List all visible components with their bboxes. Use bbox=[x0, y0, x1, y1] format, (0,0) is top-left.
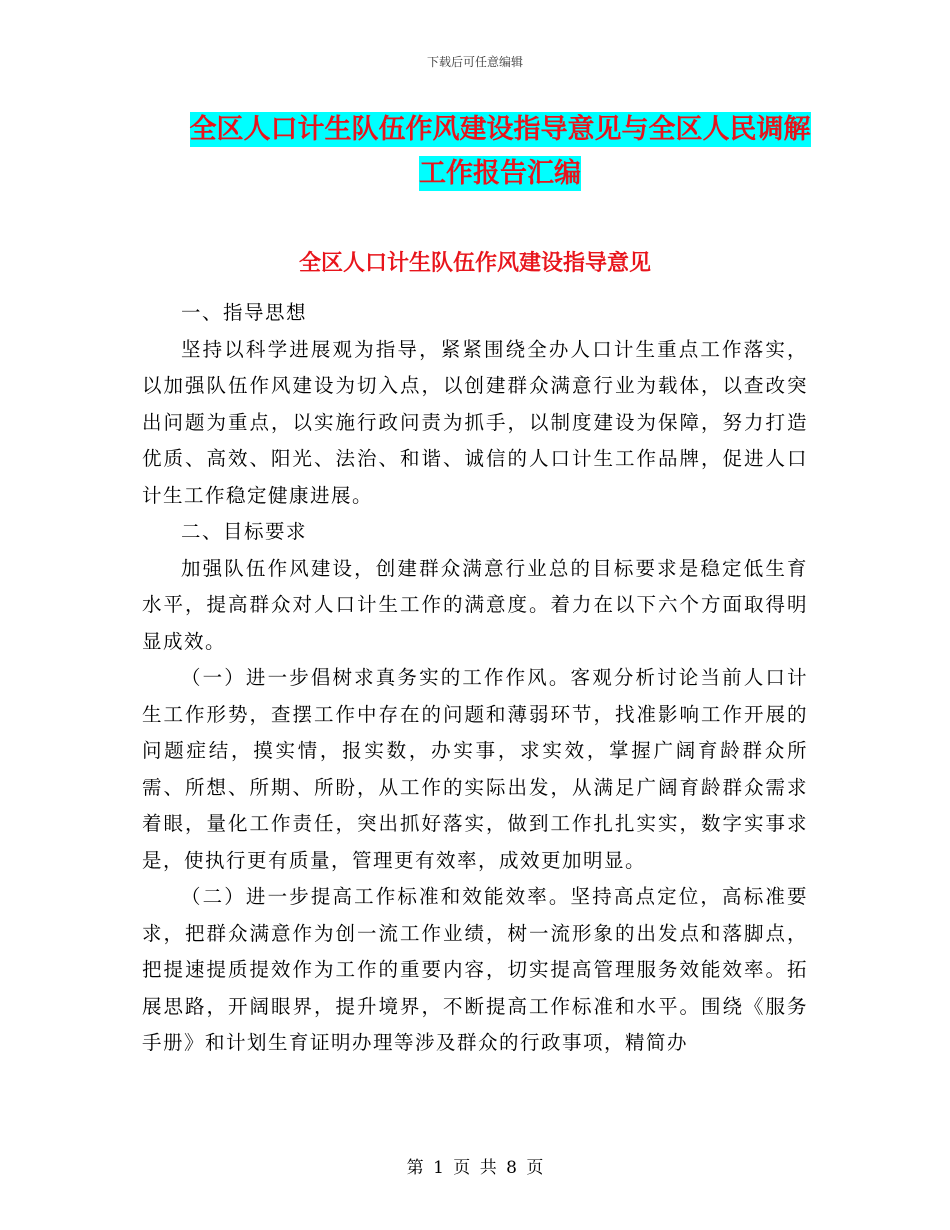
document-body bbox=[142, 295, 808, 1062]
page-footer: 第 1 页 共 8 页 bbox=[406, 1158, 544, 1178]
paragraph: 坚持以科学进展观为指导，紧紧围绕全办人口计生重点工作落实，以加强队伍作风建设为切入点，以创建群众满意行业为载体，以查改突出问题为重点，以实施行政问责为抓手，以制度建设为保障，努力打造优质、高效、阳光、法治、和谐、诚信的人口计生工作品牌，促进人口计生工作稳定健康进展。 bbox=[142, 337, 808, 507]
page-header-note: 下载后可任意编辑 bbox=[426, 55, 523, 69]
heading-goals: 二、目标要求 bbox=[181, 520, 308, 543]
section-title: 全区人口计生队伍作风建设指导意见 bbox=[298, 250, 651, 276]
paragraph: （一）进一步倡树求真务实的工作作风。客观分析讨论当前人口计生工作形势，查摆工作中存在的问题和薄弱环节，找准影响工作开展的问题症结，摸实情，报实数，办实事，求实效，掌握广阔育龄群众所需、所想、所期、所盼，从工作的实际出发，从满足广阔育龄群众需求着眼，量化工作责任，突出抓好落实，做到工作扎扎实实，数字实事求是，使执行更有质量，管理更有效率，成效更加明显。 bbox=[142, 666, 808, 872]
document-title-line-2: 工作报告汇编 bbox=[419, 158, 581, 189]
document-title-line-1: 全区人口计生队伍作风建设指导意见与全区人民调解 bbox=[189, 114, 811, 145]
paragraph: 加强队伍作风建设，创建群众满意行业总的目标要求是稳定低生育水平，提高群众对人口计生工作的满意度。着力在以下六个方面取得明显成效。 bbox=[142, 556, 808, 653]
paragraph: （二）进一步提高工作标准和效能效率。坚持高点定位，高标准要求，把群众满意作为创一流工作业绩，树一流形象的出发点和落脚点，把提速提质提效作为工作的重要内容，切实提高管理服务效能效率。拓展思路，开阔眼界，提升境界，不断提高工作标准和水平。围绕《服务手册》和计划生育证明办理等涉及群众的行政事项，精简办 bbox=[142, 885, 808, 1054]
heading-guiding-ideology: 一、指导思想 bbox=[181, 301, 308, 324]
document-title bbox=[140, 108, 860, 196]
